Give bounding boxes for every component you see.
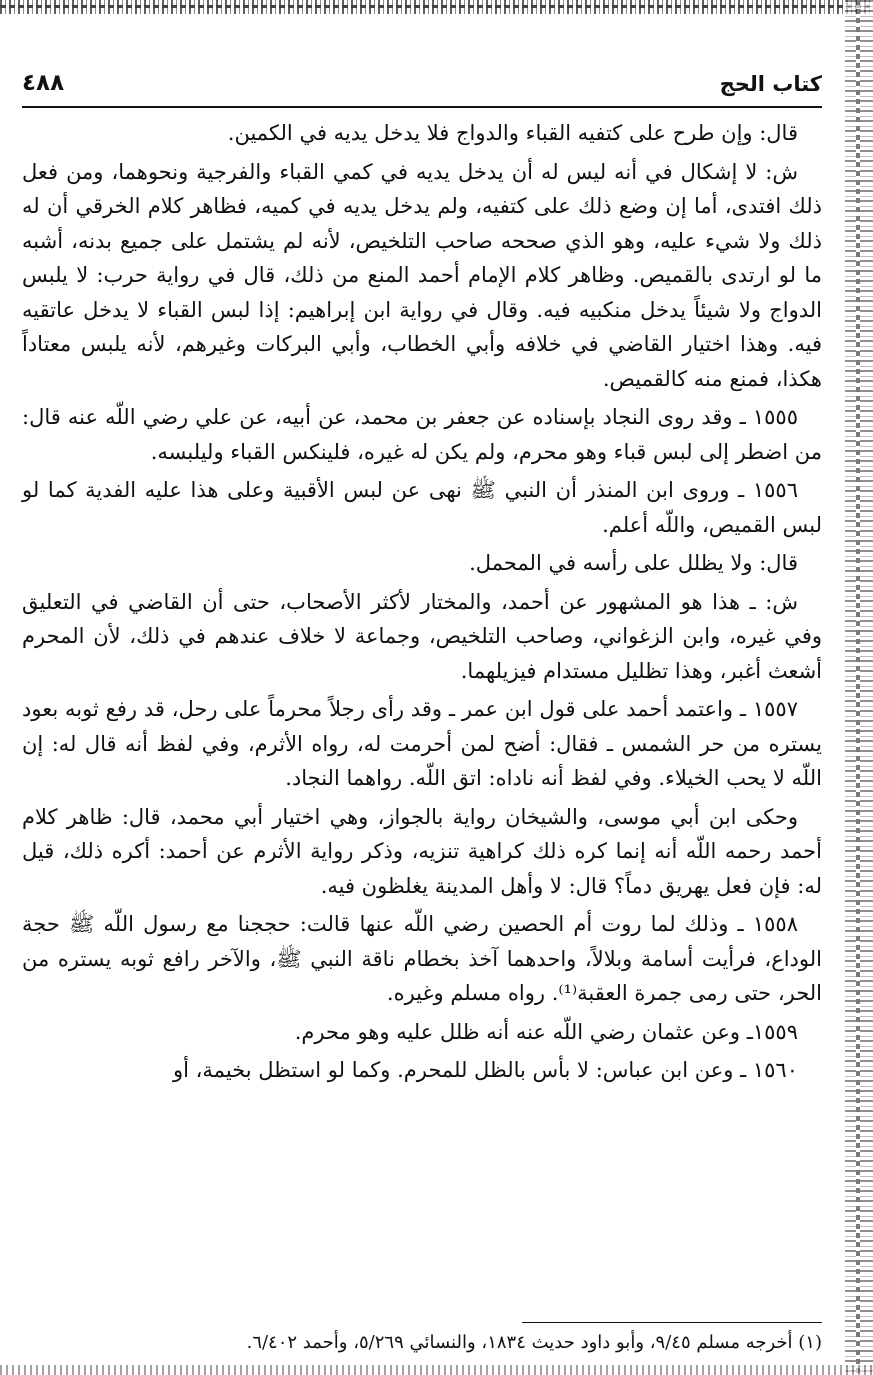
paragraph: ١٥٥٦ ـ وروى ابن المنذر أن النبي ﷺ نهى عن لبس الأقبية وعلى هذا عليه الفدية كما لو لبس القميص، واللّه أعلم. — [22, 478, 822, 537]
chapter-title: كتاب الحج — [719, 72, 822, 96]
paragraph: ١٥٥٧ ـ واعتمد أحمد على قول ابن عمر ـ وقد رأى رجلاً محرماً على رحل، قد رفع ثوبه بعود يستره من حر الشمس ـ فقال: أضح لمن أحرمت له، رواه الأثرم، وفي لفظ أنه قال له: إن اللّه لا يحب الخيلاء. وفي لفظ أنه ناداه: اتق اللّه. رواهما النجاد. — [22, 697, 822, 790]
paragraph: ش: ـ هذا هو المشهور عن أحمد، والمختار لأكثر الأصحاب، حتى أن القاضي في التعليق وفي غيره، وابن الزغواني، وصاحب التلخيص، وجماعة لا خلاف عندهم في ذلك، لأن المحرم أشعث أغبر، وهذا تظليل مستدام فيزيلهما. — [22, 589, 822, 683]
footnote-divider — [522, 1322, 822, 1323]
footnote: (١) أخرجه مسلم ٩/٤٥، وأبو داود حديث ١٨٣٤، والنسائي ٥/٢٦٩، وأحمد ٦/٤٠٢. — [246, 1332, 822, 1353]
paragraph: قال: ولا يظلل على رأسه في المحمل. — [469, 551, 798, 575]
page-header — [22, 70, 822, 108]
paragraph: ١٥٦٠ ـ وعن ابن عباس: لا بأس بالظل للمحرم. وكما لو استظل بخيمة، أو — [172, 1058, 798, 1082]
paragraph: ١٥٥٨ ـ وذلك لما روت أم الحصين رضي اللّه عنها قالت: حججنا مع رسول اللّه ﷺ حجة الوداع، فرأيت أسامة وبلالاً، واحدهما آخذ بخطام ناقة النبي ﷺ، والآخر رافع ثوبه يستره من الحر، حتى رمى جمرة العقبة⁽¹⁾. رواه مسلم وغيره. — [22, 912, 822, 1005]
page-number: ٤٨٨ — [22, 70, 65, 96]
paragraph: وحكى ابن أبي موسى، والشيخان رواية بالجواز، وهي اختيار أبي محمد، قال: ظاهر كلام أحمد رحمه اللّه أنه إنما كره ذلك كراهية تنزيه، وذكر رواية الأثرم عن أحمد: أكره ذلك، قيل له: فإن فعل يهريق دماً؟ قال: لا وأهل المدينة يغلظون فيه. — [22, 804, 822, 898]
page-body — [22, 116, 822, 1088]
decorative-border-bottom — [0, 1365, 873, 1375]
decorative-border-right — [845, 0, 873, 1375]
paragraph: قال: وإن طرح على كتفيه القباء والدواج فلا يدخل يديه في الكمين. — [227, 121, 798, 145]
paragraph: ١٥٥٥ ـ وقد روى النجاد بإسناده عن جعفر بن محمد، عن أبيه، عن علي رضي اللّه عنه قال: من اضطر إلى لبس قباء وهو محرم، ولم يكن له غيره، فلينكس القباء وليلبسه. — [22, 405, 822, 464]
paragraph: ش: لا إشكال في أنه ليس له أن يدخل يديه في كمي القباء والفرجية ونحوهما، ومن فعل ذلك افتدى، أما إن وضع ذلك على كتفيه، ولم يدخل يديه في كميه، فظاهر كلام الخرقي أن له ذلك ولا شيء عليه، وهو الذي صححه صاحب التلخيص، لأنه لم يشتمل على جميع بدنه، أشبه ما لو ارتدى بالقميص. وظاهر كلام الإمام أحمد المنع من ذلك، قال في رواية حرب: لا يلبس الدواج ولا شيئاً يدخل منكبيه فيه. وقال في رواية ابن إبراهيم: إذا لبس القباء لا يدخل عاتقيه فيه. وهذا اختيار القاضي في خلافه وأبي الخطاب، وأبي البركات وغيرهم، لأنه يلبس معتاداً هكذا، فمنع منه كالقميص. — [22, 159, 822, 391]
book-page — [22, 70, 822, 1360]
decorative-border-top — [0, 0, 873, 14]
paragraph: ١٥٥٩ـ وعن عثمان رضي اللّه عنه أنه ظلل عليه وهو محرم. — [294, 1019, 798, 1044]
